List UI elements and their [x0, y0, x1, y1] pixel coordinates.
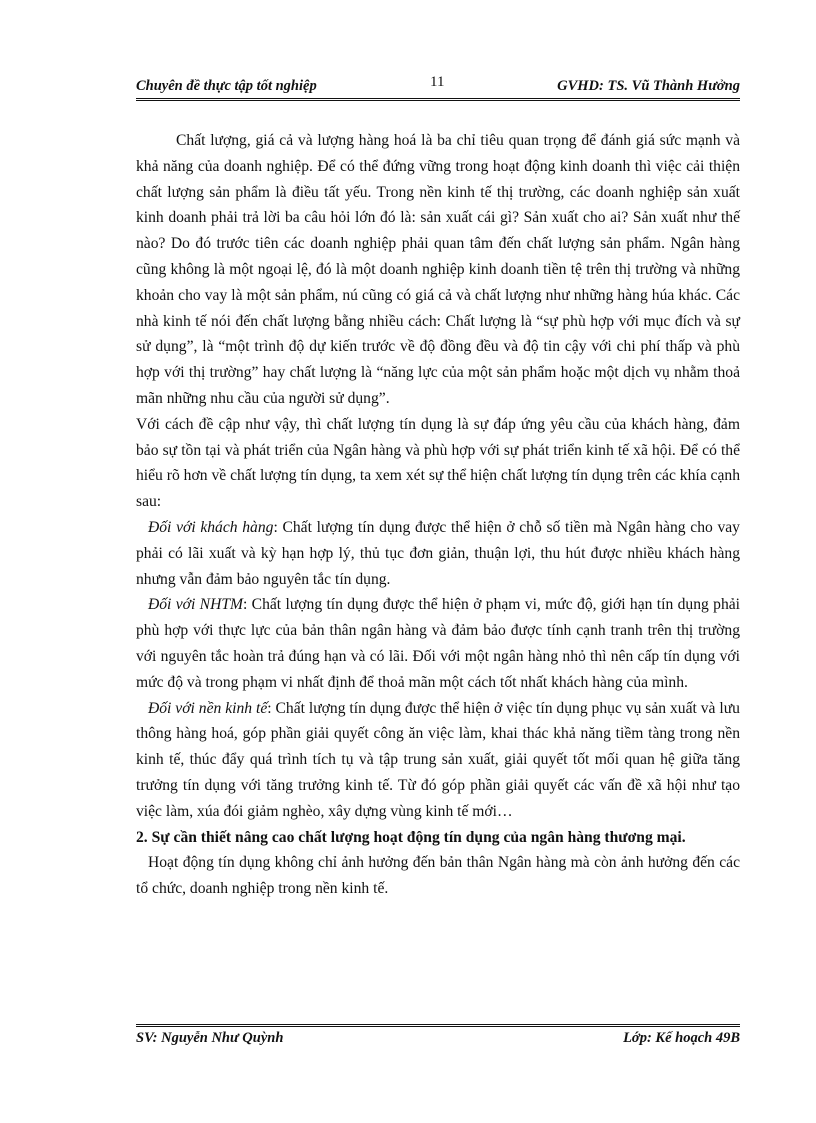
page-footer — [136, 1030, 740, 1052]
page-header — [136, 74, 740, 98]
header-supervisor: GVHD: TS. Vũ Thành Hưởng — [557, 78, 740, 94]
paragraph-credit-quality: Với cách đề cập như vậy, thì chất lượng tín dụng là sự đáp ứng yêu cầu của khách hàng, đảm bảo sự tồn tại và phát triển của Ngân hàng và phù hợp với sự phát triển kinh tế xã hội. Để có thể hiểu rõ hơn về chất lượng tín dụng, ta xem xét sự thể hiện chất lượng tín dụng trên các khía cạnh sau: — [136, 415, 740, 511]
paragraph-commercial-banks — [136, 592, 740, 695]
paragraph-credit-activity: Hoạt động tín dụng không chỉ ảnh hưởng đến bản thân Ngân hàng mà còn ảnh hưởng đến các tổ chức, doanh nghiệp trong nền kinh tế. — [136, 854, 740, 898]
header-rule — [136, 98, 740, 101]
section-heading-2: 2. Sự cần thiết nâng cao chất lượng hoạt động tín dụng của ngân hàng thương mại. — [136, 828, 686, 846]
label-customers: Đối với khách hàng — [148, 518, 274, 536]
label-commercial-banks: Đối với NHTM — [148, 596, 243, 614]
label-economy: Đối với nền kinh tế — [148, 699, 268, 717]
text-economy: : Chất lượng tín dụng được thể hiện ở việc tín dụng phục vụ sản xuất và lưu thông hàng hoá, góp phần giải quyết công ăn việc làm, khai thác khả năng tiềm tàng trong nền kinh tế, thúc đẩy quá trình tích tụ và tập trung sản xuất, giải quyết tốt mối quan hệ giữa tăng trưởng tín dụng với tăng trưởng kinh tế. Từ đó góp phần giải quyết các vấn đề xã hội như tạo việc làm, xúa đói giảm nghèo, xây dựng vùng kinh tế mới… — [136, 699, 740, 820]
text-commercial-banks: : Chất lượng tín dụng được thể hiện ở phạm vi, mức độ, giới hạn tín dụng phải phù hợp với thực lực của bản thân ngân hàng và đảm bảo được tính cạnh tranh trên thị trường với nguyên tắc hoàn trả đúng hạn và có lãi. Đối với một ngân hàng nhỏ thì nên cấp tín dụng với mức độ và trong phạm vi nhất định để thoả mãn một cách tốt nhất khách hàng của mình. — [136, 596, 740, 691]
footer-student: SV: Nguyễn Như Quỳnh — [136, 1030, 284, 1046]
paragraph-customers — [136, 515, 740, 592]
page-number: 11 — [430, 74, 445, 90]
text-customers: : Chất lượng tín dụng được thể hiện ở chỗ số tiền mà Ngân hàng cho vay phải có lãi xuất và kỳ hạn hợp lý, thủ tục đơn giản, thuận lợi, thu hút được nhiều khách hàng nhưng vẫn đảm bảo nguyên tắc tín dụng. — [136, 518, 740, 588]
footer-rule — [136, 1024, 740, 1027]
paragraph-quality-intro: Chất lượng, giá cả và lượng hàng hoá là ba chỉ tiêu quan trọng để đánh giá sức mạnh và khả năng của doanh nghiệp. Để có thể đứng vững trong hoạt động kinh doanh thì việc cải thiện chất lượng sản phẩm là điều tất yếu. Trong nền kinh tế thị trường, các doanh nghiệp sản xuất kinh doanh phải trả lời ba câu hỏi lớn đó là: sản xuất cái gì? Sản xuất cho ai? Sản xuất như thế nào? Do đó trước tiên các doanh nghiệp phải quan tâm đến chất lượng sản phẩm. Ngân hàng cũng không là một ngoại lệ, đó là một doanh nghiệp kinh doanh tiền tệ trên thị trường và những khoản cho vay là một sản phẩm, nú cũng có giá cả và chất lượng như những hàng húa khác. Các nhà kinh tế nói đến chất lượng bằng nhiều cách: Chất lượng là “sự phù hợp với mục đích và sự sử dụng”, là “một trình độ dự kiến trước về độ đồng đều và độ tin cậy với chi phí thấp và phù hợp với thị trường” hay chất lượng là “năng lực của một sản phẩm hoặc một dịch vụ nhằm thoả mãn những nhu cầu của người sử dụng”. — [136, 132, 740, 407]
footer-class: Lớp: Kế hoạch 49B — [623, 1030, 740, 1046]
page-body — [136, 128, 740, 902]
paragraph-economy — [136, 696, 740, 825]
header-document-title: Chuyên đề thực tập tốt nghiệp — [136, 78, 317, 94]
